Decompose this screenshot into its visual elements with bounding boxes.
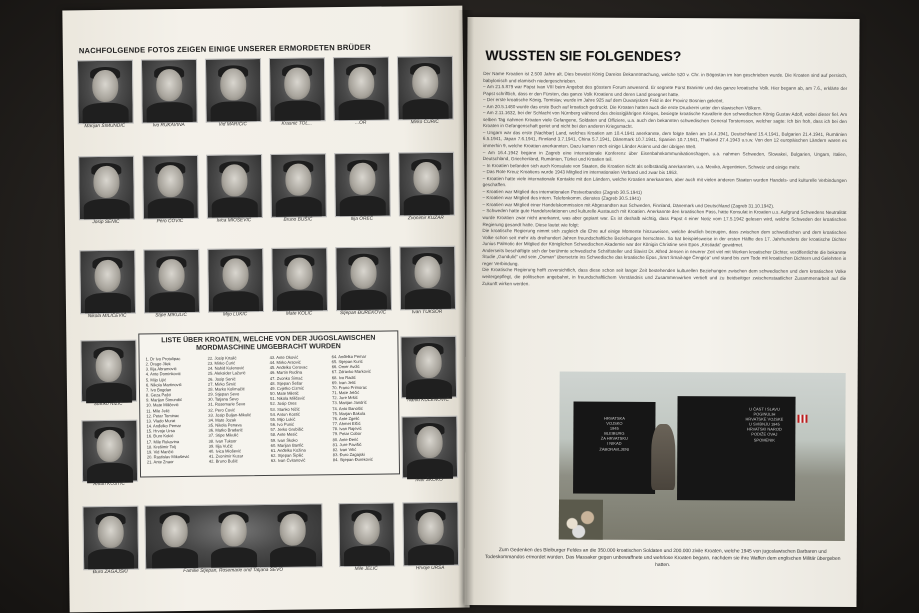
portrait-face [349,163,375,195]
victim-name-caption: Mijo LUKIĆ [222,312,248,318]
victim-portrait-photo [207,248,264,313]
portrait-face [220,68,246,100]
victim-list-entry: 37. Stipe Mikulić [208,432,239,439]
victim-list-columns [145,353,394,465]
victim-list-entry: 16. Đuro Kokić [146,433,174,439]
victim-list-entry: 39. Ilija Vučić [208,443,233,449]
victim-list-entry: 5. Mijo Lijić [145,376,167,383]
victim-name-caption: Mile JELIĆ [354,566,378,572]
victim-list-entry: 40. Ivica Miošević [208,448,242,454]
victim-list-entry: 84. Stjepan Đureković [332,456,373,463]
memorial-caption: Zum Gedenken des Bleiburger Feldes an die 350.000 kroatischen Soldaten und 200.000 zivile Kroaten, welche 1945 von jugoslawischen Barbaren und Todeskommandos ermordet wurden. Das Massaker gegen unbewaffnete und wehrlose Kroaten begann, nachdem sie ihre Waffen dem englischen Militär übergeben hatten. [484,548,841,569]
victim-name-caption: Ivan ŠKOKO [415,477,443,484]
history-paragraph: – Kroatien war Mitglied des internationalen Postverbandes (Zagreb 30.5.1941) [482,188,642,195]
portrait-face [162,515,188,547]
inscription-line: SPOMENIK [753,437,775,443]
inscription-line: BLEIBURG [604,430,625,437]
portrait-body [408,545,454,566]
victim-name-caption: Stjepan ĐUREKOVIĆ [339,310,387,317]
portrait-face [353,513,379,545]
right-page-heading: WUSSTEN SIE FOLGENDES? [485,47,682,65]
history-paragraph: – Am 16.4.1942 begann in Zagreb eine internationale Konferenz über Eisenbahnkommunikationsfragen, u.a. nahmen Schweden, Slowakei, Bulgarien, Ungarn, Italien, Deutschland, Griechenland, Rumänien, Türkei und Kroatien teil. [482,149,847,162]
history-paragraph: – Am 2.11.1632, bei der Schlacht von Nürnberg während des dreissigjährigen Krieges, besiegte kroatische Kavallerie den schwedischen König Gustav Adolf, wobei dieser fiel. Am selben Tag nahmen Kroaten viele Gefangene, Soldaten und Offiziere, u.a. auch den bekannten schwedischen General Torstensson, welcher sagte: Ich bin froh, dass ich bei den Kroaten in Gefangenschaft geriet und nicht bei den anderen Kriegsmacht. [482,110,848,130]
victim-list-entry: 75. Marjan Bakula [332,410,366,416]
victim-name-caption: Stanko NIŽIĆ [93,401,123,408]
victim-name-caption: Ivan TUKSOR [411,309,443,316]
victim-list-entry: 52. Josip Ores [270,401,297,407]
victim-name-caption: Ivica MIOŠEVIĆ [216,218,252,224]
victim-name-caption: Đuro ZAGAJSKI [92,569,128,576]
memorial-statue [651,424,675,490]
history-paragraph: – In Kroatien befanden sich auch Konsulate von Staaten, die Kroatien nicht als selbständig anerkannten, u.a. Mexiko, Argentinien, Schweiz und einige mehr. [482,162,801,170]
portrait-face [279,514,305,546]
portrait-body [210,101,256,122]
left-page-heading: NACHFOLGENDE FOTOS ZEIGEN EINIGE UNSERER ERMORDETEN BRÜDER [78,42,371,56]
history-paragraph: Anderseits beschäftigte sich der berühmte schwedische Schriftsteller und Slavist Dr. Alfred Jensen in neuerer Zeit viel mit Werken kroatischer Dichter, veröffentlichte die bekannte Studie „Gundulić“ und sein „Osman“ übersetzte ins Schwedische das kroatische Epos „Smrt Smail-age Čengića“ und stand bis zum Tode mit kroatischen Dichtern und Gelehrten in reger Verbindung. [482,247,847,267]
history-paragraph: – Das Rote Kreuz Kroatiens wurde 1943 Mitglied im internationalen Verband und zwar bis 1953. [482,169,678,176]
victim-list-entry: 2. Drago Jilek [145,361,171,367]
victim-list-entry: 82. Ivan Vrlić [332,446,357,453]
victim-list-entry: 4. Ante Dominković [145,371,181,377]
victim-list-entry: 31. Rosemarie Ševo [208,401,246,408]
portrait-face [412,66,438,98]
victim-list-entry: 21. Ante Znaor [146,459,174,465]
portrait-face [98,516,124,548]
victim-portrait-photo [399,246,456,311]
victim-list-entry: 71. Mate Jelčić [331,389,360,396]
victim-portrait-photo [400,336,457,399]
victim-list-entry: 32. Pero Ćović [208,406,236,413]
inscription-line: ZA HRVATSKU [600,436,628,442]
portrait-body [213,291,259,312]
portrait-face [285,163,311,195]
book-spine-shadow [458,10,474,608]
victim-portrait-photo [205,58,262,123]
victim-portrait-photo [141,59,198,124]
portrait-face [286,257,312,289]
victim-list-entry: 43. Ante Oković [269,354,299,360]
inscription-line: POGINULIH [753,411,776,417]
victim-list-column [146,356,209,465]
portrait-body [341,290,387,311]
portrait-body [404,195,450,216]
victim-portrait-photo [81,420,138,483]
victim-list-entry: 79. Petar Cobor [332,431,362,437]
victim-list-entry: 36. Matko Bradarić [208,427,243,433]
portrait-body [86,383,132,404]
victim-list-entry: 38. Ivan Tuksor [208,437,237,444]
victim-list-entry: 48. Stjepan Šešar [269,380,303,386]
victim-list-entry: 27. Mirko Šimić [207,381,236,387]
victim-portrait-photo [338,502,395,567]
portrait-body [344,546,390,567]
victim-portrait-photo [143,249,200,314]
portrait-body [402,99,448,120]
portrait-body [148,198,194,219]
victim-list-entry: 3. Ilija Abramović [145,366,177,372]
victim-list-entry: 66. Omer Avdić [331,364,360,370]
portrait-face [94,260,120,292]
portrait-body [85,293,131,314]
portrait-body [82,103,128,124]
victim-list-entry: 54. Antun Kostić [270,411,300,417]
left-page [62,6,469,613]
victim-portrait-photo [401,416,458,479]
victim-list-entry: 24. Nahid Kulenović [207,365,245,372]
victim-list-entry: 74. Anto Banošić [332,405,363,411]
victim-portrait-photo [333,56,390,121]
victim-name-caption: Ivo RUKAVINA [152,122,185,129]
memorial-right-inscription [737,406,791,442]
victim-list-entry: 14. Anđelko Pemar [146,423,182,429]
victim-name-caption: Pero ĆOVIĆ [156,219,184,225]
history-paragraph: – Der erste kroatische König, Tomislav, wurde im Jahre 925 auf dem Duvanjskom Feld in der Provinz Bosnien gekrönt. [483,97,724,104]
victim-name-caption: Krasnić TOL... [281,121,313,127]
victim-list-entry: 81. Jure Pavišić [332,441,362,447]
victim-name-caption: Mate KOLIĆ [285,311,313,317]
victim-list-entry: 64. Anđelko Pemar [331,353,367,360]
victim-list-entry: 23. Mirko Ćurić [207,360,236,366]
history-paragraph: Die kroatische Regierung nimmt sich zugleich die Ehre auf einige Momente hinzuweisen, welche deutlich bezeugen, dass zwischen dem schwedischen und dem kroatischen Volke schon seit mehr als dreihundert Jahren freundschaftliche Beziehungen herrschten. So hat beispielsweise in der ersten Hälfte des 17. Jahrhunderts der kroatische Dichter Junius Palmotic der Mitglied der Königlichen Schwedischen Akademie war der Königin Christine sein Epos „Kristiada“ gewidmet. [482,228,847,248]
victim-list-entry: 78. Ivan Rajević [332,426,362,432]
victim-portrait-photo [206,154,263,219]
victim-list-entry: 34. Mato Jozak [208,417,237,423]
portrait-face [413,162,439,194]
history-paragraph: – Am 21.5.879 war Papst Ivan VIII beim Angebot des gösstem Forum anwesend. Er segnete Fürst Branimir und das ganze kroatische Volk. Hier begann ab, am 7.6., erklärte der Papst schriftlich, dass er den Fürsten, das ganze Volk Kroatiens und deren Land gesegnet hatte. [483,84,848,97]
memorial-left-inscription [577,416,651,452]
memorial-photo [559,371,846,540]
portrait-face [96,430,122,462]
victim-name-caption: Vid MARIČIĆ [218,122,247,128]
victim-list-entry: 50. Mate Miletić [270,390,299,397]
victim-list-entry: 42. Bruno Bušić [208,458,238,464]
portrait-face [414,256,440,288]
history-paragraph: – Schweden hatte gute Handelsrelationen und kulturelle Austausch mit Kroatien. Anerkannte den kroatischen Pass, hatte Konsulat in Kroatien u.s. Aufgrund Schwedens Neutralität wurde Kroatien zwar nicht anerkannt, was aber gepiant war. Es ist deshalb wichtig, dass Papst 4 einer Notiz vom 17.5.1942 gelesen wird, welche Schweden der kroatischen Regierung gesandt hatte. Diese lautet wie folgt: [482,208,847,228]
victim-list-entry: 47. Zvonko Šimać [269,375,303,381]
croatian-coat-of-arms-icon [797,415,807,423]
victim-list-entry: 45. Anđelko Cerovac [269,364,308,371]
portrait-body [270,546,316,567]
portrait-body [212,197,258,218]
victim-portrait-photo [334,152,391,217]
victim-portrait-photo [402,502,459,567]
victim-list-entry: 44. Mirko Arsović [269,359,301,366]
victim-list-entry: 7. Ivo Bogdan [145,387,172,393]
victim-list-entry: 6. Nikola Martinović [145,381,182,388]
portrait-face [417,512,443,544]
memorial-flowers [559,499,603,539]
victim-name-caption: Nahid KULENOVIĆ [407,397,449,404]
portrait-body [88,549,134,570]
portrait-body [405,289,451,310]
victim-list-column [270,354,333,463]
right-page [464,17,859,607]
victim-portrait-photo [80,340,137,403]
victim-list-entry: 77. Ahmet Elčić [332,420,361,427]
victim-list-entry: 8. Geza Pašti [146,392,171,398]
victim-list-entry: 49. Cvjetko Cizmić [269,385,304,391]
victim-name-caption: Nikola MILIČEVIĆ [87,313,127,320]
victim-list-entry: 65. Stjepan Kurić [331,358,363,365]
victim-list-entry: 80. Ante Đerić [332,436,359,442]
portrait-body [276,196,322,217]
victim-portrait-photo [270,153,327,218]
portrait-face [415,346,441,378]
portrait-face [221,164,247,196]
inscription-line: VOJSKO [606,420,623,426]
inscription-line: U SVIBNJU 1945 [748,421,780,427]
portrait-face [221,514,247,546]
victim-list-entry: 20. Rastislav Mikošević [146,453,190,460]
portrait-body [338,100,384,121]
victim-list-box [138,330,400,477]
portrait-face [350,257,376,289]
victim-name-caption: Ilija OREČ [350,216,374,222]
victim-list-entry: 53. Stanko Nižić [270,406,300,412]
victim-list-entry: 57. Jerko Grubišić [270,426,304,433]
history-paragraph: – Ungarn war das erste (Nachbar) Land, welches Kroatien am 10.4.1941 anerkannte, dem folgte Italien am 14.4.1941, Deutschland 15.4.1941, Bulgarien 21.4.1941, Rumänien 6.5.1941, Japan 7.6.1941, Finnland 3.7.1941, China 5.7.1941, Dänemark 10.7.1941, Spanien 10.7.1941, Thailand 27.4.1943 u.s.w. Von den 12 europäischen Ländern waren es immerhin 9, welche Kroatien anerkannten. Dazu kamen noch einige Länder Asiens und der übrigen Welt. [482,129,847,150]
victim-list-entry: 26. Josip Senić [207,376,236,382]
victim-list-entry: 73. Marijan Jandrić [332,400,367,406]
victim-name-caption: Josip SENIĆ [92,219,120,226]
victim-list-entry: 60. Marijan Banfić [270,442,304,448]
victim-list-entry: 1. Dr Ivo Protulipac [145,356,181,362]
victim-portrait-photo [77,60,134,125]
victim-list-entry: 11. Mile Jelić [146,407,170,414]
victim-list-entry: 13. Vlado Murat [146,417,176,424]
victim-name-caption: Hrvoje URSA [415,565,445,572]
victim-list-entry: 22. Josip Krtalić [207,355,237,361]
victim-list-entry: 72. Jure Mršić [332,395,358,401]
victim-list-entry: 68. Ivo Radić [331,374,356,380]
portrait-face [158,259,184,291]
victim-list-column [208,355,271,464]
portrait-face [156,69,182,101]
victim-list-entry: 51. Nikola Miličević [270,395,305,402]
portrait-face [416,426,442,458]
victim-list-entry: 30. Tatjana Ševo [208,396,239,402]
victim-list-entry: 70. Frano Primorac [331,384,368,391]
victim-list-entry: 12. Petar Tominac [146,412,180,419]
portrait-body [84,199,130,220]
victim-list-entry: 59. Ivan Škoko [270,437,298,443]
victim-list-entry: 41. Zvonimir Kuzar [208,453,244,459]
victim-list-entry: 58. Ante Mesić [270,431,298,438]
victim-portrait-photo [335,246,392,311]
victim-name-caption: Zvonimir KUZAR [407,215,444,222]
victim-list-entry: 69. Ivan Jelić [331,379,356,385]
victim-portrait-photo [397,56,454,121]
victim-list-entry: 28. Marko Kolimačić [207,386,245,392]
victim-list-entry: 46. Martin Rudina [269,370,303,376]
victim-list-entry: 19. Vid Maričić [146,448,174,455]
victim-name-caption: Familie Stjepan, Rosemarie und Tatjana ŠEVO [183,567,284,575]
victim-name-caption: Stipe MIKULIĆ [155,312,187,319]
inscription-line: I NIKAD [607,441,622,447]
victim-portrait-photo [82,506,139,571]
inscription-line: PODIŽE OVAJ [751,431,778,438]
memorial-right-stone [677,396,796,501]
victim-list-column [332,353,395,462]
portrait-body [87,463,133,484]
victim-portrait-photo [269,57,326,122]
victim-list-entry: 18. Krešimir Tolj [146,443,176,450]
victim-list-title: LISTE ÜBER KROATEN, WELCHE VON DER JUGOSLAWISCHEN MORDMASCHINE UMGEBRACHT WURDEN [161,334,376,352]
history-paragraph: Die Kroatische Regierung hofft zuversichtlich, dass diese schon seit langer Zeit bestehenden kulturellen Beziehungen zwischen dem schwedischen und dem kroatischen Volke weitergepflegt, die politischen angebahnt, in freundschaftlichem Verständnis und Zusammenwirken vertieft und zu beidseitiger zwischenstaatlicher Zusammenarbeit auf die Zukunft wirken werden. [482,267,847,286]
victim-name-caption: Mirko ĆURIĆ [410,119,439,126]
victim-portrait-photo [144,503,323,569]
victim-name-caption: Antun KOSTIĆ [93,481,126,488]
inscription-line: ZABORAVLJENI [599,446,630,452]
victim-list-entry: 56. Ivo Punić [270,421,295,427]
portrait-body [407,459,453,480]
victim-portrait-photo [79,250,136,315]
victim-portrait-photo [142,155,199,220]
victim-list-entry: 35. Nikola Penava [208,422,242,428]
portrait-face [157,165,183,197]
victim-list-entry: 15. Hrvoje Ursa [146,428,175,434]
portrait-body [277,290,323,311]
portrait-body [274,100,320,121]
victim-list-entry: 61. Anđelko Kožina [270,447,306,453]
history-text [482,71,847,289]
victim-list-entry: 76. Ante Zgelić [332,415,360,422]
victim-list-entry: 83. Đuro Zagajski [332,451,365,458]
victim-list-entry: 17. Mile Rukavina [146,438,180,444]
portrait-body [406,379,452,400]
portrait-face [92,70,118,102]
portrait-face [348,67,374,99]
history-paragraph: – Kroatien war Mitglied einer Handelskommission mit Abgesandten aus Schweden, Finnland, Dänemark und Deutschland (Zagreb 31.10.1942). [482,201,775,209]
victim-list-entry: 25. Aleksider Lažurić [207,370,246,377]
portrait-face [222,258,248,290]
history-paragraph: – Kroatien war Mitglied des intern. Telefonkomm. dienstes (Zagreb 30.5.1941) [482,195,641,202]
inscription-line: U ČAST I SLAVU [749,406,780,412]
victim-list-entry: 29. Stjepan Sevo [208,391,240,397]
inscription-line: HRVATSKI NAROD [746,426,782,433]
portrait-face [95,350,121,382]
victim-list-entry: 67. Zdravko Marković [331,369,371,375]
victim-list-entry: 62. Stjepan Šipilić [270,452,304,458]
victim-portrait-photo [271,247,328,312]
victim-list-entry: 33. Josip Buljan-Mikulić [208,411,252,418]
inscription-line: HRVATSKE VOJSKE [745,416,784,422]
victim-list-entry: 55. Mijo Lukić [270,416,296,422]
portrait-body [152,548,198,569]
portrait-face [93,166,119,198]
portrait-body [340,196,386,217]
memorial-left-stone [573,402,655,494]
history-paragraph: – Kroatien hatte viele internationale Kontakte mit den Ländern, welche Kroatien anerkannten, aber auch mit vielen anderen Staaten wurden Handels- und kulturelle Verbindungen geschaffen. [482,175,847,188]
victim-portrait-photo [78,156,135,221]
portrait-body [149,292,195,313]
victim-list-entry: 10. Mate Miličević [146,402,179,408]
victim-name-caption: Bruno BUŠIĆ [283,217,313,223]
victim-name-caption: ...OR [355,120,367,126]
portrait-body [146,102,192,123]
history-paragraph: Der Name Kroatien ist 2.500 Jahre alt. Dies beweist König Dareios Bekanntmachung, welche 520 v. Chr. in Bögostan im Iran geschrieben wurde. Die Kroaten sind auf persisch, babylonisch und elamisch niedergeschrieben. [483,71,848,84]
victim-list-entry: 63. Ivan Čvitanović [270,457,306,464]
portrait-face [284,67,310,99]
victim-name-caption: Marijan ŠIMUNDIĆ [84,123,126,130]
inscription-line: 1945 [609,425,619,431]
inscription-line: HRVATSKA [603,415,625,421]
victim-portrait-photo [398,152,455,217]
victim-list-entry: 9. Marijan Šimundić [146,397,183,403]
portrait-body [211,547,257,568]
history-paragraph: – Am 20.5.1480 wurde das erste Buch auf kroatisch gedruckt. Die Kroaten hatten auch die erste Druckerei unter den slawischen Völkern. [483,103,762,111]
